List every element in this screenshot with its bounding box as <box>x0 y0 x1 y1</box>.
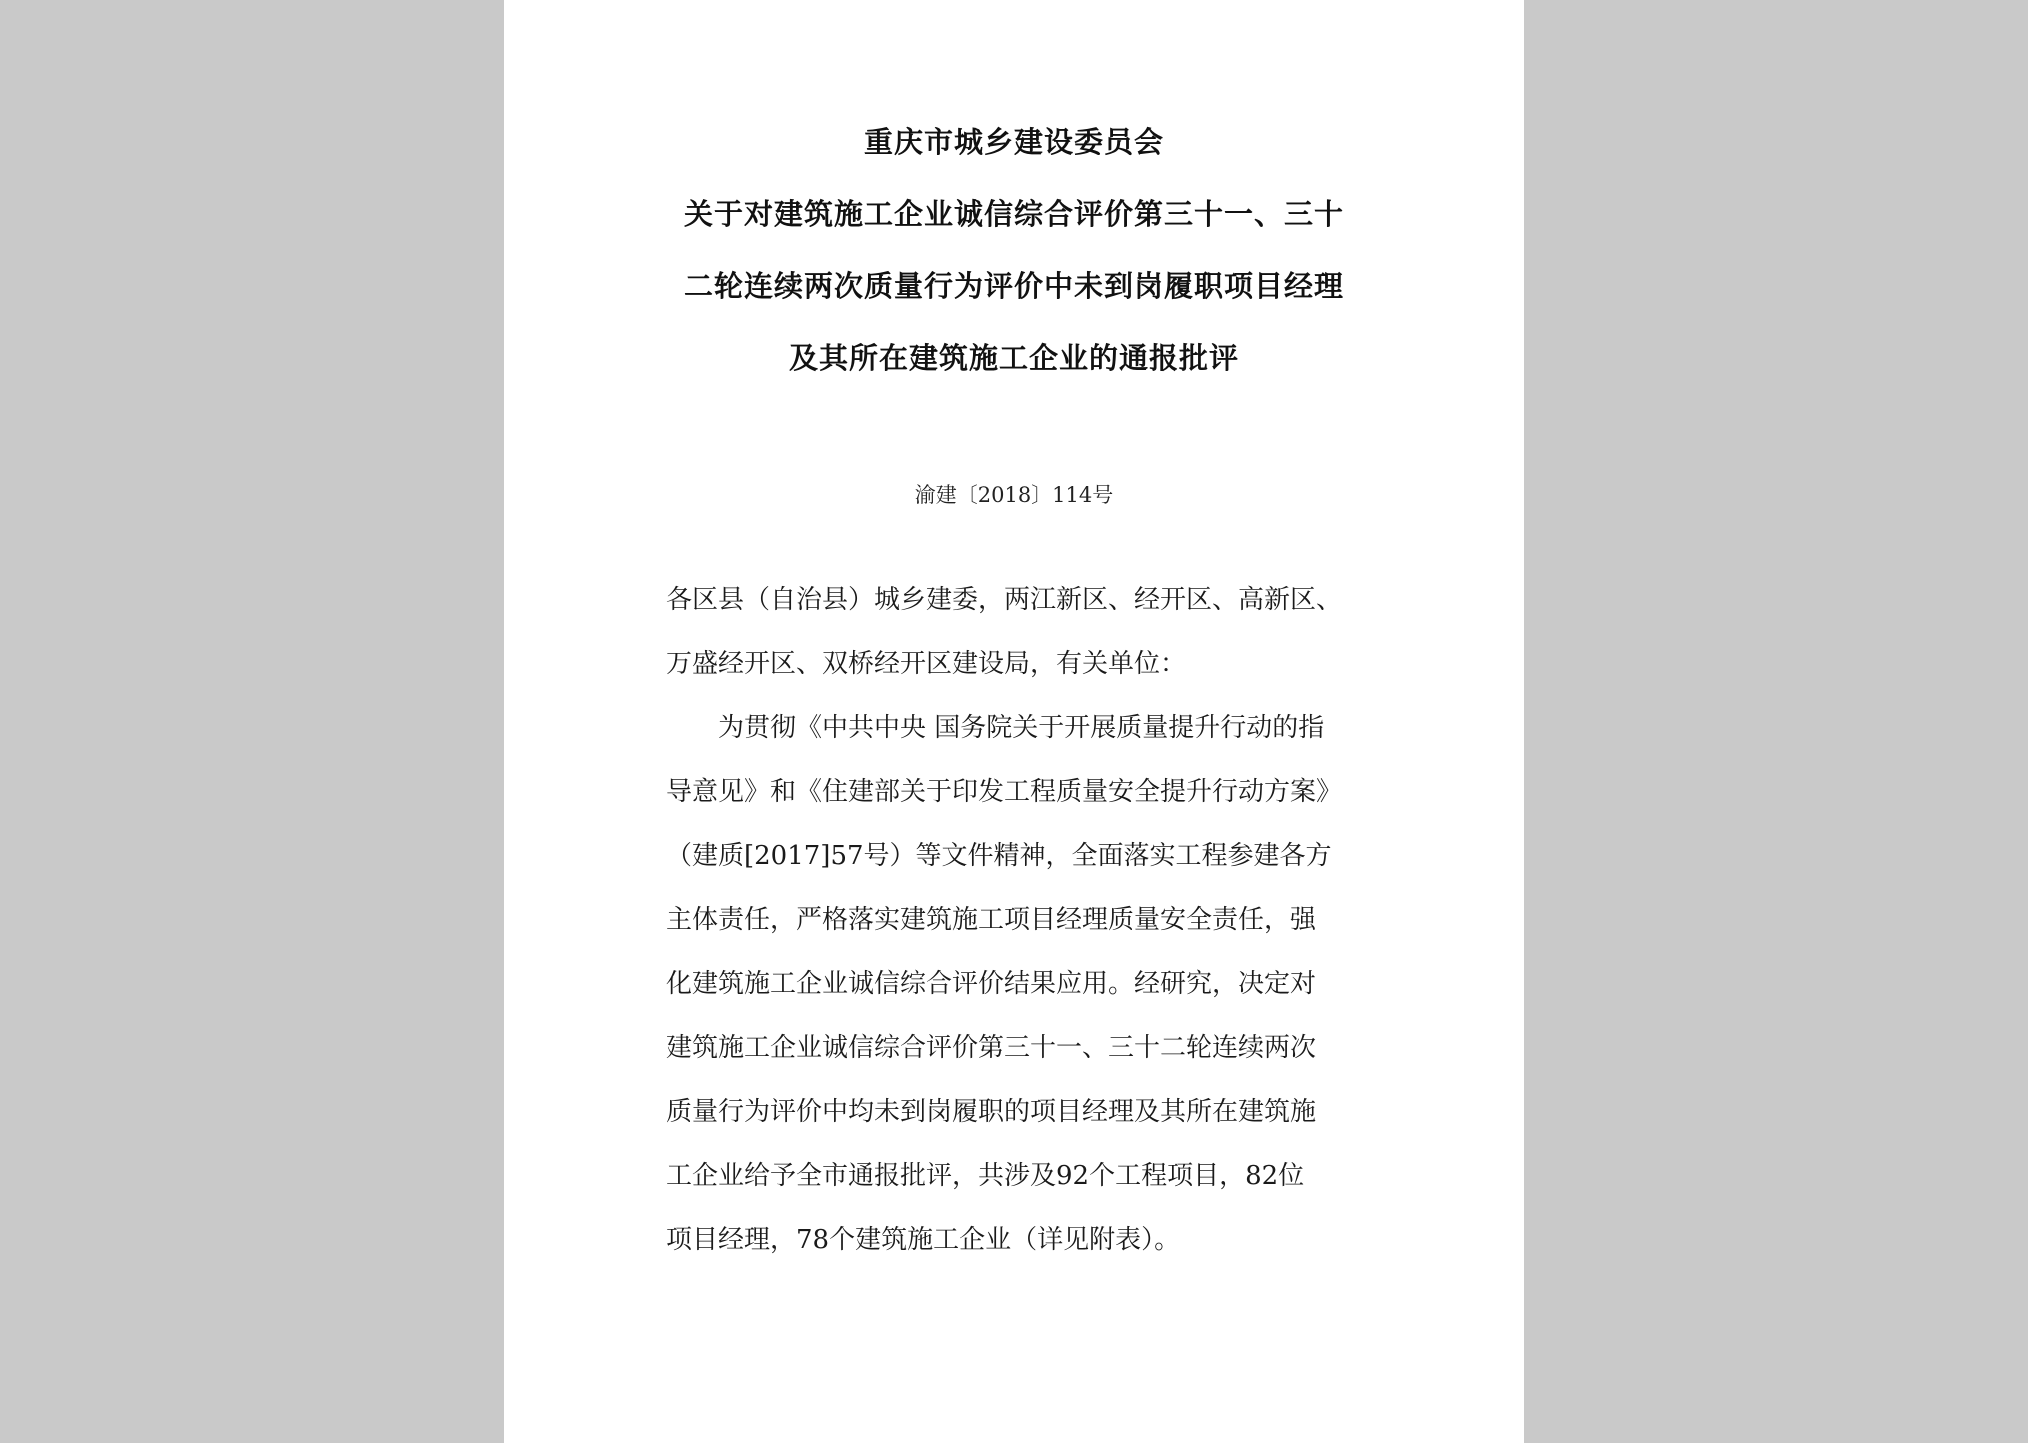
document-page <box>504 0 1524 1443</box>
paragraph-line-9: 项目经理，78个建筑施工企业（详见附表）。 <box>666 1225 1181 1255</box>
addressee-line-2: 万盛经开区、双桥经开区建设局，有关单位： <box>666 649 1187 679</box>
paragraph-line-6: 建筑施工企业诚信综合评价第三十一、三十二轮连续两次 <box>666 1033 1317 1063</box>
document-title-line-4: 及其所在建筑施工企业的通报批评 <box>788 341 1239 375</box>
document-title-line-1: 重庆市城乡建设委员会 <box>863 125 1164 159</box>
paragraph-line-4: 主体责任，严格落实建筑施工项目经理质量安全责任，强 <box>666 905 1317 935</box>
paragraph-line-2: 导意见》和《住建部关于印发工程质量安全提升行动方案》 <box>666 777 1343 807</box>
paragraph-line-3: （建质[2017]57号）等文件精神，全面落实工程参建各方 <box>666 841 1332 871</box>
addressee-line-1: 各区县（自治县）城乡建委，两江新区、经开区、高新区、 <box>666 585 1343 615</box>
document-title-line-3: 二轮连续两次质量行为评价中未到岗履职项目经理 <box>683 269 1344 303</box>
paragraph-line-5: 化建筑施工企业诚信综合评价结果应用。经研究，决定对 <box>666 969 1317 999</box>
document-title-line-2: 关于对建筑施工企业诚信综合评价第三十一、三十 <box>683 197 1344 231</box>
paragraph-line-7: 质量行为评价中均未到岗履职的项目经理及其所在建筑施 <box>666 1097 1317 1127</box>
document-number: 渝建〔2018〕114号 <box>914 483 1114 507</box>
paragraph-line-1: 为贯彻《中共中央 国务院关于开展质量提升行动的指 <box>718 713 1325 743</box>
paragraph-line-8: 工企业给予全市通报批评，共涉及92个工程项目，82位 <box>666 1161 1305 1191</box>
